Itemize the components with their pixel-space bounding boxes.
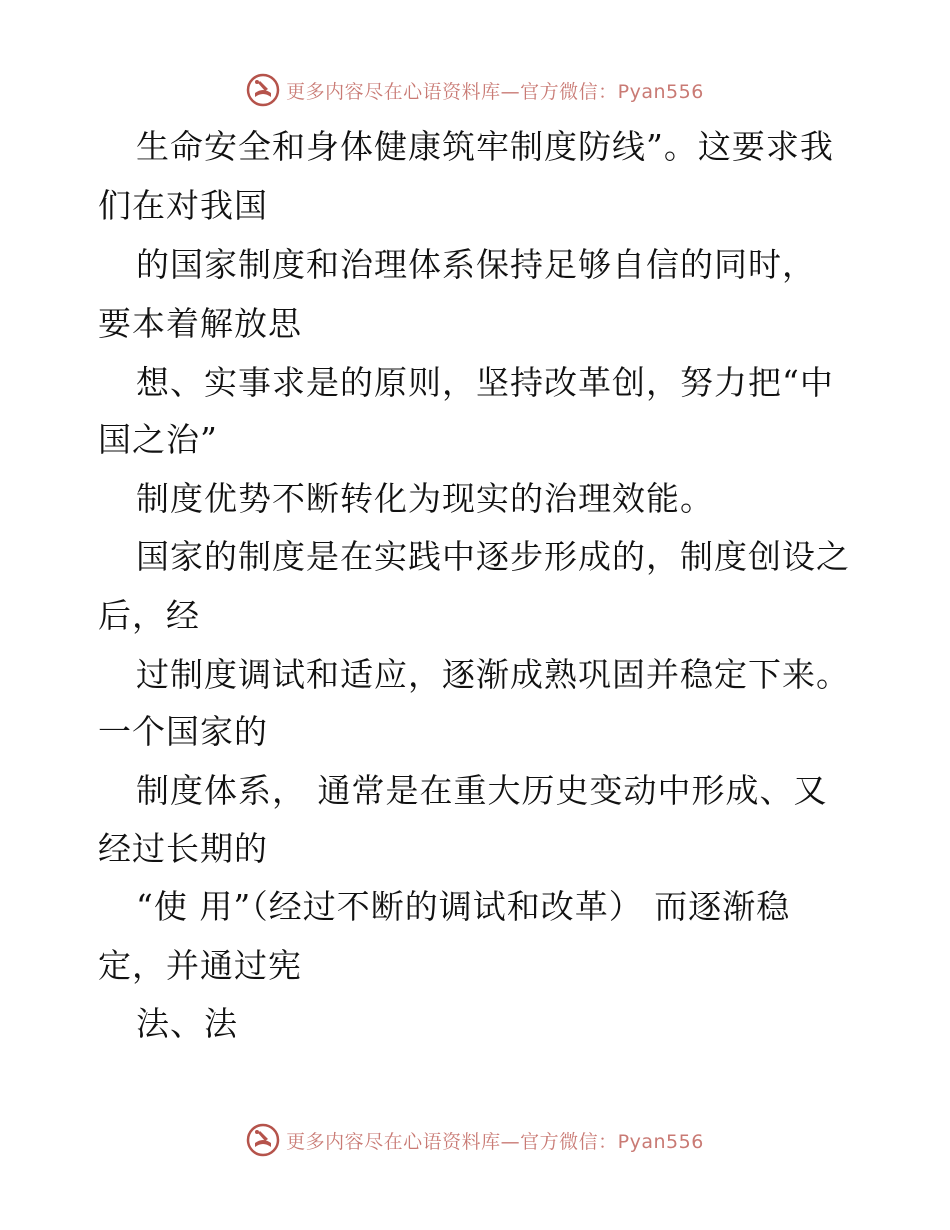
text-line: 定，并通过宪 <box>98 946 302 985</box>
text-line: 生命安全和身体健康筑牢制度防线”。这要求我 <box>136 127 834 166</box>
watermark-text: 更多内容尽在心语资料库—官方微信：Pyan556 <box>286 1130 704 1153</box>
text-line: 们在对我国 <box>98 186 268 225</box>
text-line: 制度优势不断转化为现实的治理效能。 <box>136 479 714 518</box>
text-line: 的国家制度和治理体系保持足够自信的同时， <box>136 245 816 284</box>
text-line: 一个国家的 <box>98 712 268 751</box>
text-line: 国家的制度是在实践中逐步形成的，制度创设之 <box>136 537 850 576</box>
text-line: 制度体系， 通常是在重大历史变动中形成、又 <box>136 771 828 810</box>
footer-watermark <box>0 1120 950 1160</box>
text-line: 经过长期的 <box>98 829 268 868</box>
text-line: 想、实事求是的原则，坚持改革创，努力把“中 <box>136 363 834 402</box>
text-line: 法、法 <box>136 1004 238 1043</box>
watermark-text: 更多内容尽在心语资料库—官方微信：Pyan556 <box>286 80 704 103</box>
book-pen-logo-icon <box>246 1123 280 1157</box>
text-line: 过制度调试和适应，逐渐成熟巩固并稳定下来。 <box>136 655 850 694</box>
text-line: 要本着解放思 <box>98 304 302 343</box>
text-line: “使 用”（经过不断的调试和改革） 而逐渐稳 <box>136 887 791 926</box>
text-line: 后，经 <box>98 596 200 635</box>
text-line: 国之治” <box>98 420 218 459</box>
